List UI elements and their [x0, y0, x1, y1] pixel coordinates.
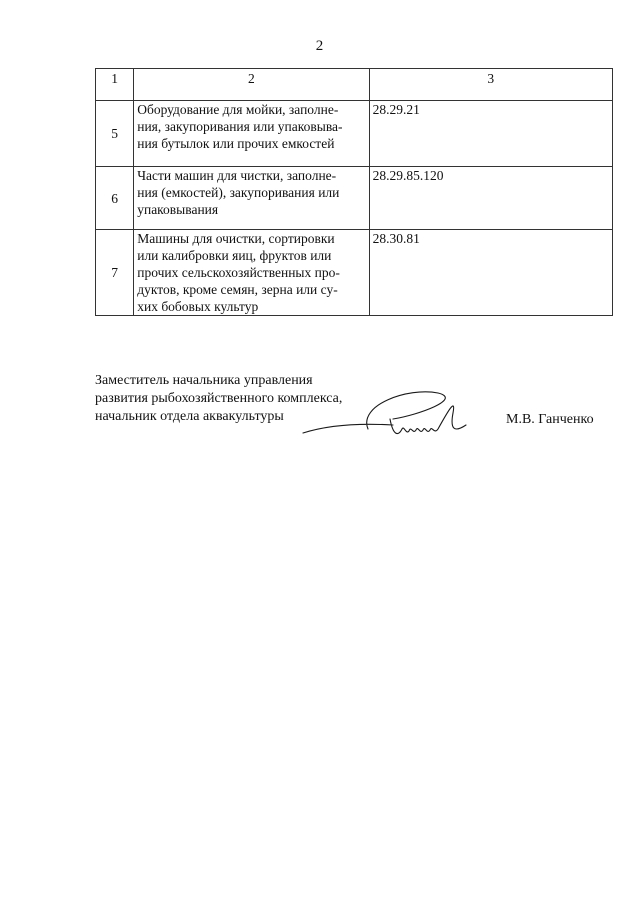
row-name-line: ния бутылок или прочих емкостей — [137, 136, 335, 151]
signer-position-line: Заместитель начальника управления — [95, 373, 313, 388]
signer-name: М.В. Ганченко — [506, 412, 594, 427]
row-code: 28.29.85.120 — [369, 167, 612, 230]
table-row — [96, 230, 613, 316]
signer-position-line: начальник отдела аквакультуры — [95, 409, 284, 424]
row-name-line: Части машин для чистки, заполне- — [137, 168, 337, 183]
table-row — [96, 101, 613, 167]
header-cell-2: 2 — [134, 69, 369, 101]
document-table — [95, 68, 613, 316]
table-row — [96, 167, 613, 230]
signer-position-line: развития рыбохозяйственного комплекса, — [95, 391, 343, 406]
row-name — [134, 167, 369, 230]
row-code: 28.30.81 — [369, 230, 612, 316]
row-name-line: хих бобовых культур — [137, 299, 259, 314]
row-number: 7 — [96, 230, 134, 316]
row-name — [134, 230, 369, 316]
page-number: 2 — [315, 38, 324, 54]
header-cell-3: 3 — [369, 69, 612, 101]
row-name-line: или калибровки яиц, фруктов или — [137, 248, 332, 263]
table-header-row — [96, 69, 613, 101]
row-name-line: Оборудование для мойки, заполне- — [137, 102, 339, 117]
row-name — [134, 101, 369, 167]
row-number: 6 — [96, 167, 134, 230]
row-name-line: дуктов, кроме семян, зерна или су- — [137, 282, 338, 297]
row-name-line: Машины для очистки, сортировки — [137, 231, 335, 246]
row-code: 28.29.21 — [369, 101, 612, 167]
row-name-line: ния (емкостей), закупоривания или — [137, 185, 340, 200]
row-name-line: упаковывания — [137, 202, 219, 217]
row-name-line: прочих сельскохозяйственных про- — [137, 265, 340, 280]
row-number: 5 — [96, 101, 134, 167]
row-name-line: ния, закупоривания или упаковыва- — [137, 119, 343, 134]
header-cell-1: 1 — [96, 69, 134, 101]
handwritten-signature — [298, 385, 473, 445]
